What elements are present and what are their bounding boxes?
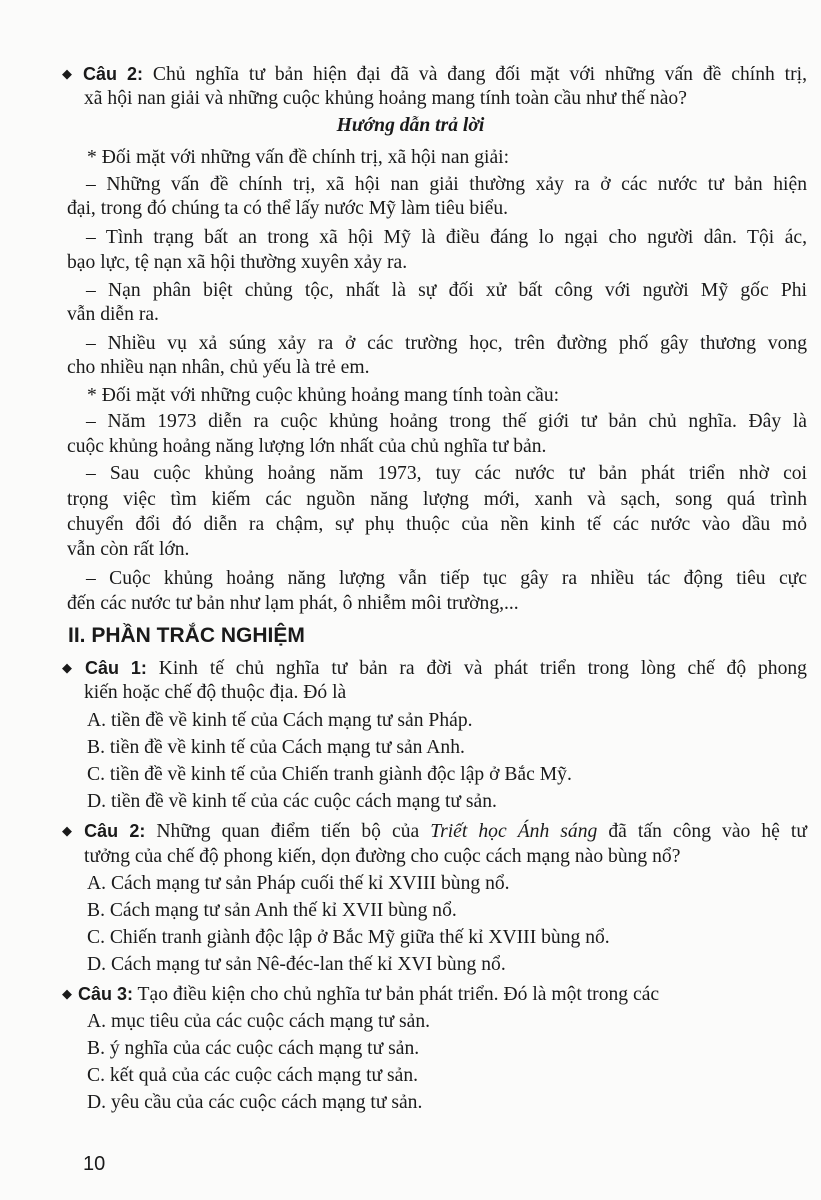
essay-line: – Nhiều vụ xả súng xảy ra ở các trường học, trên đường phố gây thương vong: [86, 333, 807, 354]
essay-line: vẫn còn rất lớn.: [67, 539, 190, 560]
mcq-question-3-line-1: [62, 982, 659, 1008]
question-label: Câu 3:: [78, 984, 134, 1004]
mcq-option: D. Cách mạng tư sản Nê-đéc-lan thế kỉ XVI bùng nổ.: [87, 954, 506, 975]
mcq-option: D. yêu cầu của các cuộc cách mạng tư sản.: [87, 1092, 423, 1113]
question-text: Những quan điểm tiến bộ của: [145, 821, 431, 842]
essay-line: – Sau cuộc khủng hoảng năm 1973, tuy các nước tư bản phát triển nhờ coi: [86, 463, 807, 484]
diamond-bullet-icon: ◆: [62, 823, 79, 838]
essay-question-line-2: xã hội nan giải và những cuộc khủng hoảng mang tính toàn cầu như thế nào?: [84, 88, 687, 109]
mcq-option: C. kết quả của các cuộc cách mạng tư sản.: [87, 1065, 419, 1086]
question-text: Tạo điều kiện cho chủ nghĩa tư bản phát triển. Đó là một trong các: [133, 984, 660, 1005]
mcq-option: B. Cách mạng tư sản Anh thế kỉ XVII bùng nổ.: [87, 900, 457, 921]
essay-line: chuyển đổi đó diễn ra chậm, sự phụ thuộc của nền kinh tế các nước vào dầu mỏ: [67, 514, 807, 535]
essay-line: – Cuộc khủng hoảng năng lượng vẫn tiếp tục gây ra nhiều tác động tiêu cực: [86, 568, 807, 589]
essay-line: * Đối mặt với những cuộc khủng hoảng mang tính toàn cầu:: [87, 385, 560, 406]
mcq-option: C. tiền đề về kinh tế của Chiến tranh giành độc lập ở Bắc Mỹ.: [87, 764, 572, 785]
mcq-option: A. mục tiêu của các cuộc cách mạng tư sản.: [87, 1011, 431, 1032]
question-label: Câu 2:: [83, 64, 144, 84]
question-label: Câu 2:: [84, 821, 146, 841]
question-text: Chủ nghĩa tư bản hiện đại đã và đang đối mặt với những vấn đề chính trị,: [143, 64, 807, 85]
essay-question-line-1: [62, 62, 807, 88]
question-text: đã tấn công vào hệ tư: [597, 821, 807, 842]
essay-line: trọng việc tìm kiếm các nguồn năng lượng mới, xanh và sạch, song quá trình: [67, 489, 807, 510]
essay-line: đến các nước tư bản như lạm phát, ô nhiễm môi trường,...: [67, 593, 519, 614]
essay-line: – Nạn phân biệt chủng tộc, nhất là sự đối xử bất công với người Mỹ gốc Phi: [86, 280, 807, 301]
question-text: Kinh tế chủ nghĩa tư bản ra đời và phát triển trong lòng chế độ phong: [146, 658, 807, 679]
mcq-option: B. ý nghĩa của các cuộc cách mạng tư sản.: [87, 1038, 420, 1059]
diamond-bullet-icon: ◆: [62, 986, 72, 1001]
mcq-question-1-line-1: [62, 656, 807, 682]
mcq-option: A. Cách mạng tư sản Pháp cuối thế kỉ XVIII bùng nổ.: [87, 873, 510, 894]
mcq-question-2-line-2: tưởng của chế độ phong kiến, dọn đường cho cuộc cách mạng nào bùng nổ?: [84, 846, 681, 867]
question-text-italic: Triết học Ánh sáng: [430, 821, 598, 842]
answer-guide-heading: Hướng dẫn trả lời: [336, 115, 485, 136]
mcq-option: A. tiền đề về kinh tế của Cách mạng tư sản Pháp.: [87, 710, 473, 731]
essay-line: – Tình trạng bất an trong xã hội Mỹ là điều đáng lo ngại cho người dân. Tội ác,: [86, 227, 807, 248]
question-label: Câu 1:: [84, 658, 147, 678]
section-title: II. PHẦN TRẮC NGHIỆM: [68, 624, 305, 647]
essay-line: cho nhiều nạn nhân, chủ yếu là trẻ em.: [67, 357, 370, 378]
mcq-option: B. tiền đề về kinh tế của Cách mạng tư sản Anh.: [87, 737, 465, 758]
mcq-question-1-line-2: kiến hoặc chế độ thuộc địa. Đó là: [84, 682, 347, 703]
mcq-question-2-line-1: [62, 819, 807, 845]
essay-line: đại, trong đó chúng ta có thể lấy nước Mỹ làm tiêu biểu.: [67, 198, 509, 219]
mcq-option: D. tiền đề về kinh tế của các cuộc cách mạng tư sản.: [87, 791, 497, 812]
essay-line: bạo lực, tệ nạn xã hội thường xuyên xảy ra.: [67, 252, 408, 273]
diamond-bullet-icon: ◆: [62, 660, 79, 675]
mcq-option: C. Chiến tranh giành độc lập ở Bắc Mỹ giữa thế kỉ XVIII bùng nổ.: [87, 927, 610, 948]
essay-line: vẫn diễn ra.: [67, 304, 159, 325]
essay-line: – Năm 1973 diễn ra cuộc khủng hoảng trong thế giới tư bản chủ nghĩa. Đây là: [86, 411, 807, 432]
essay-line: – Những vấn đề chính trị, xã hội nan giải thường xảy ra ở các nước tư bản hiện: [86, 174, 807, 195]
essay-line: cuộc khủng hoảng năng lượng lớn nhất của chủ nghĩa tư bản.: [67, 436, 547, 457]
page-number: 10: [83, 1153, 106, 1175]
essay-line: * Đối mặt với những vấn đề chính trị, xã hội nan giải:: [87, 147, 510, 168]
diamond-bullet-icon: ◆: [62, 66, 77, 81]
